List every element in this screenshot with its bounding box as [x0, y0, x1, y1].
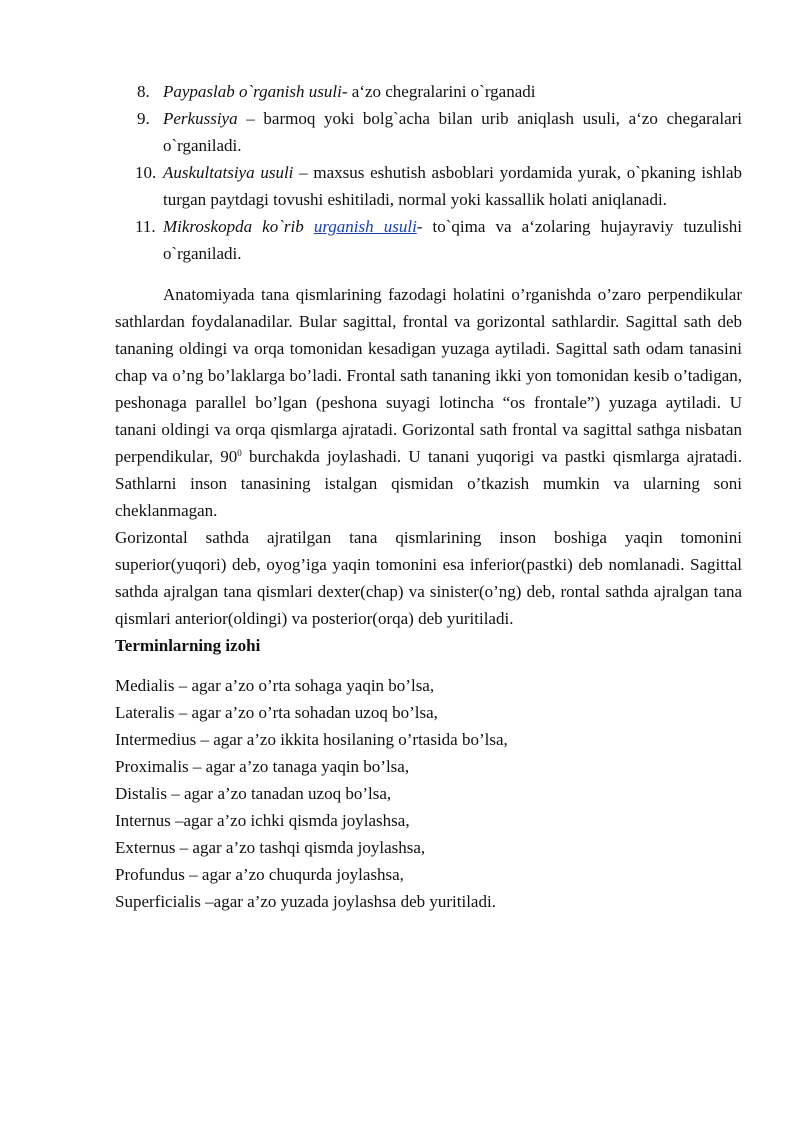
term-definition: Medialis – agar a’zo o’rta sohaga yaqin bo’lsa, — [115, 676, 435, 695]
list-number: 10. — [135, 163, 157, 182]
list-number: 9. — [137, 109, 150, 128]
term-definition: Superficialis –agar a’zo yuzada joylashsa deb yuritiladi. — [115, 892, 496, 911]
degree-superscript: 0 — [237, 448, 242, 458]
planes-paragraph — [115, 281, 742, 524]
term-definition: Lateralis – agar a’zo o’rta sohadan uzoq bo’lsa, — [115, 703, 438, 722]
list-item-11 — [115, 213, 742, 267]
term-definition: Intermedius – agar a’zo ikkita hosilaning o’rtasida bo’lsa, — [115, 730, 508, 749]
directions-paragraph: Gorizontal sathda ajratilgan tana qismlarining inson boshiga yaqin tomonini superior(yuqori) deb, oyog’iga yaqin tomonini esa inferior(pastki) deb nomlanadi. Sagittal sathda ajralgan tana qismlari dexter(chap) va sinister(o’ng) deb, rontal sathda ajralgan tana qismlari anterior(oldingi) va posterior(orqa) deb yuritiladi. — [115, 528, 742, 628]
terms-heading: Terminlarning izohi — [115, 636, 261, 655]
list-number: 11. — [135, 217, 156, 236]
term-definition: Externus – agar a’zo tashqi qismda joylashsa, — [115, 838, 426, 857]
method-description: – barmoq yoki bolg`acha bilan urib aniqlash usuli, a‘zo chegaralari o`rganiladi. — [163, 109, 742, 155]
term-definition: Internus –agar a’zo ichki qismda joylashsa, — [115, 811, 410, 830]
terms-list — [115, 672, 742, 915]
list-item-8 — [115, 78, 742, 105]
planes-text-part2: burchakda joylashadi. U tanani yuqorigi va pastki qismlarga ajratadi. Sathlarni inson tanasining istalgan qismidan o’tkazish mumkin va ularning soni cheklanmagan. — [115, 447, 742, 520]
method-description: - to`qima va a‘zolaring hujayraviy tuzulishi o`rganiladi. — [163, 217, 742, 263]
method-term: Mikroskopda ko`rib — [163, 217, 314, 236]
method-description: – maxsus eshutish asboblari yordamida yurak, o`pkaning ishlab turgan paytdagi tovushi eshitiladi, normal yoki kassallik holati aniqlanadi. — [163, 163, 742, 209]
method-term: Auskultatsiya usuli — [163, 163, 294, 182]
term-definition: Profundus – agar a’zo chuqurda joylashsa, — [115, 865, 404, 884]
list-item-10 — [115, 159, 742, 213]
planes-text-part1: Anatomiyada tana qismlarining fazodagi holatini o’rganishda o’zaro perpendikular sathlardan foydalanadilar. Bular sagittal, frontal va gorizontal sathlardir. Sagittal sath deb tananing oldingi va orqa tomonidan kesadigan yuzaga aytiladi. Sagittal sath odam tanasini chap va o’ng bo’laklarga bo’ladi. Frontal sath tananing ikki yon tomonidan kesib o’tadigan, peshonaga parallel bo’lgan (peshona suyagi lotincha “os frontale”) yuzaga aytiladi. U tanani oldingi va orqa qismlarga ajratadi. Gorizontal sath frontal va sagittal sathga nisbatan perpendikular, 90 — [115, 285, 742, 466]
term-definition: Proximalis – agar a’zo tanaga yaqin bo’lsa, — [115, 757, 410, 776]
list-number: 8. — [137, 82, 150, 101]
method-term: Perkussiya — [163, 109, 238, 128]
urganish-usuli-link[interactable]: urganish usuli — [313, 217, 417, 236]
method-term: Paypaslab o`rganish usuli — [163, 82, 342, 101]
document-page — [115, 78, 742, 915]
list-item-9 — [115, 105, 742, 159]
method-description: - a‘zo chegralarini o`rganadi — [341, 82, 536, 101]
term-definition: Distalis – agar a’zo tanadan uzoq bo’lsa, — [115, 784, 392, 803]
methods-list — [115, 78, 742, 267]
